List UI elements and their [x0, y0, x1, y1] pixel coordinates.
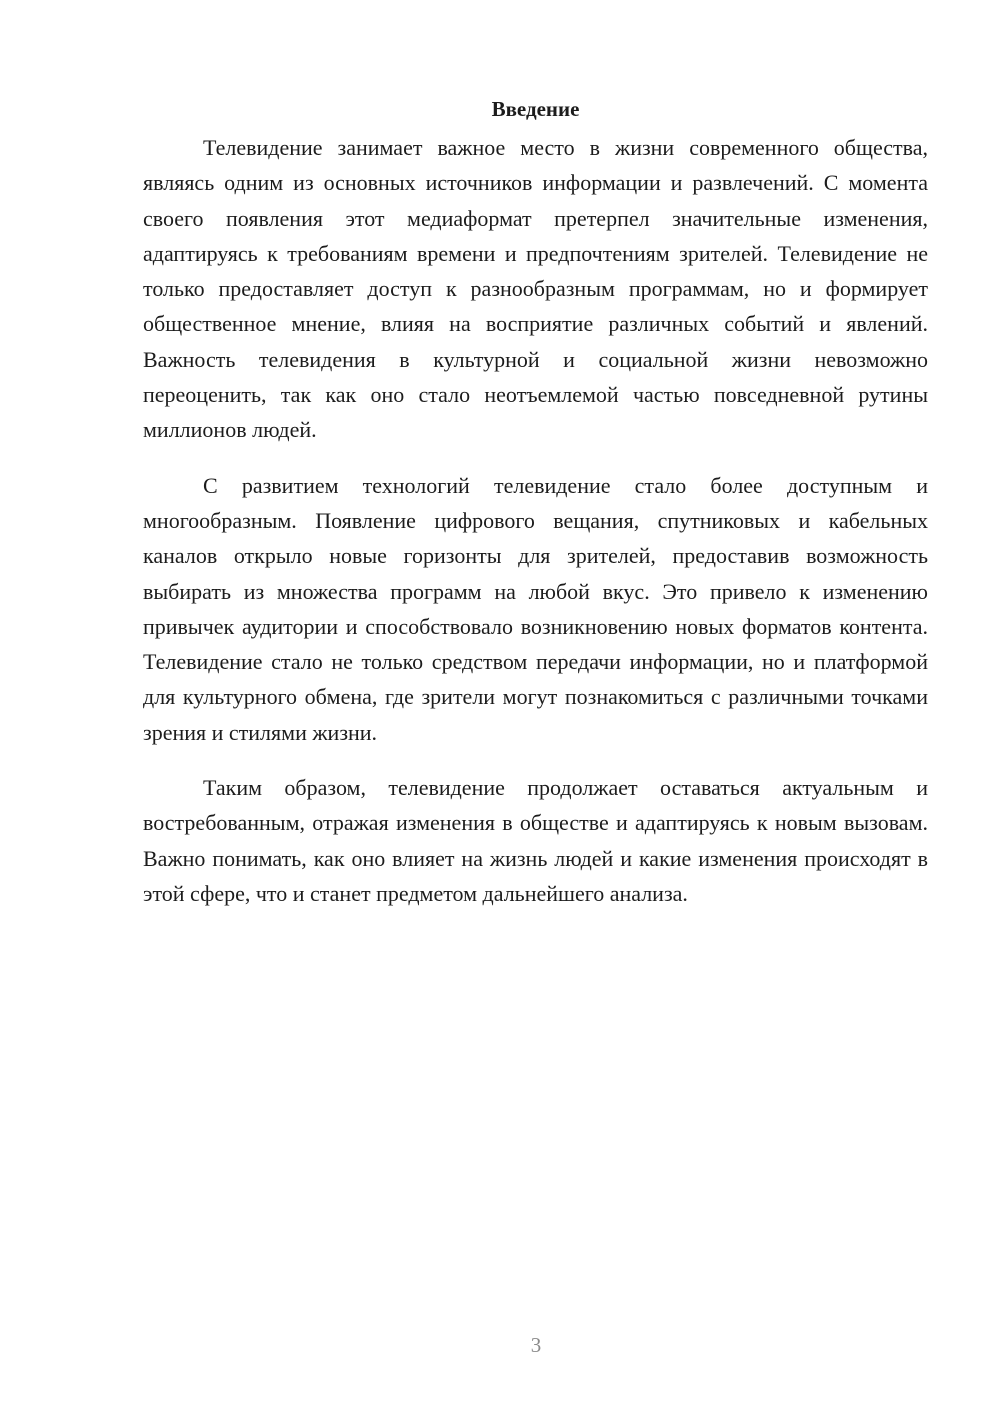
page-number: 3: [530, 1333, 542, 1357]
paragraph-3: Таким образом, телевидение продолжает оставаться актуальным и востребованным, отражая изменения в обществе и адаптируясь к новым вызовам. Важно понимать, как оно влияет на жизнь людей и какие изменения происходят в этой сфере, что и станет предметом дальнейшего анализа.: [143, 775, 928, 906]
paragraph-1: Телевидение занимает важное место в жизни современного общества, являясь одним из основных источников информации и развлечений. С момента своего появления этот медиаформат претерпел значительные изменения, адаптируясь к требованиям времени и предпочтениям зрителей. Телевидение не только предоставляет доступ к разнообразным программам, но и формирует общественное мнение, влияя на восприятие различных событий и явлений. Важность телевидения в культурной и социальной жизни невозможно переоценить, так как оно стало неотъемлемой частью повседневной рутины миллионов людей.: [143, 135, 928, 443]
paragraph-2: С развитием технологий телевидение стало более доступным и многообразным. Появление цифрового вещания, спутниковых и кабельных каналов открыло новые горизонты для зрителей, предоставив возможность выбирать из множества программ на любой вкус. Это привело к изменению привычек аудитории и способствовало возникновению новых форматов контента. Телевидение стало не только средством передачи информации, но и платформой для культурного обмена, где зрители могут познакомиться с различными точками зрения и стилями жизни.: [143, 472, 928, 745]
section-heading: Введение: [491, 97, 580, 121]
page-body: [143, 92, 928, 911]
